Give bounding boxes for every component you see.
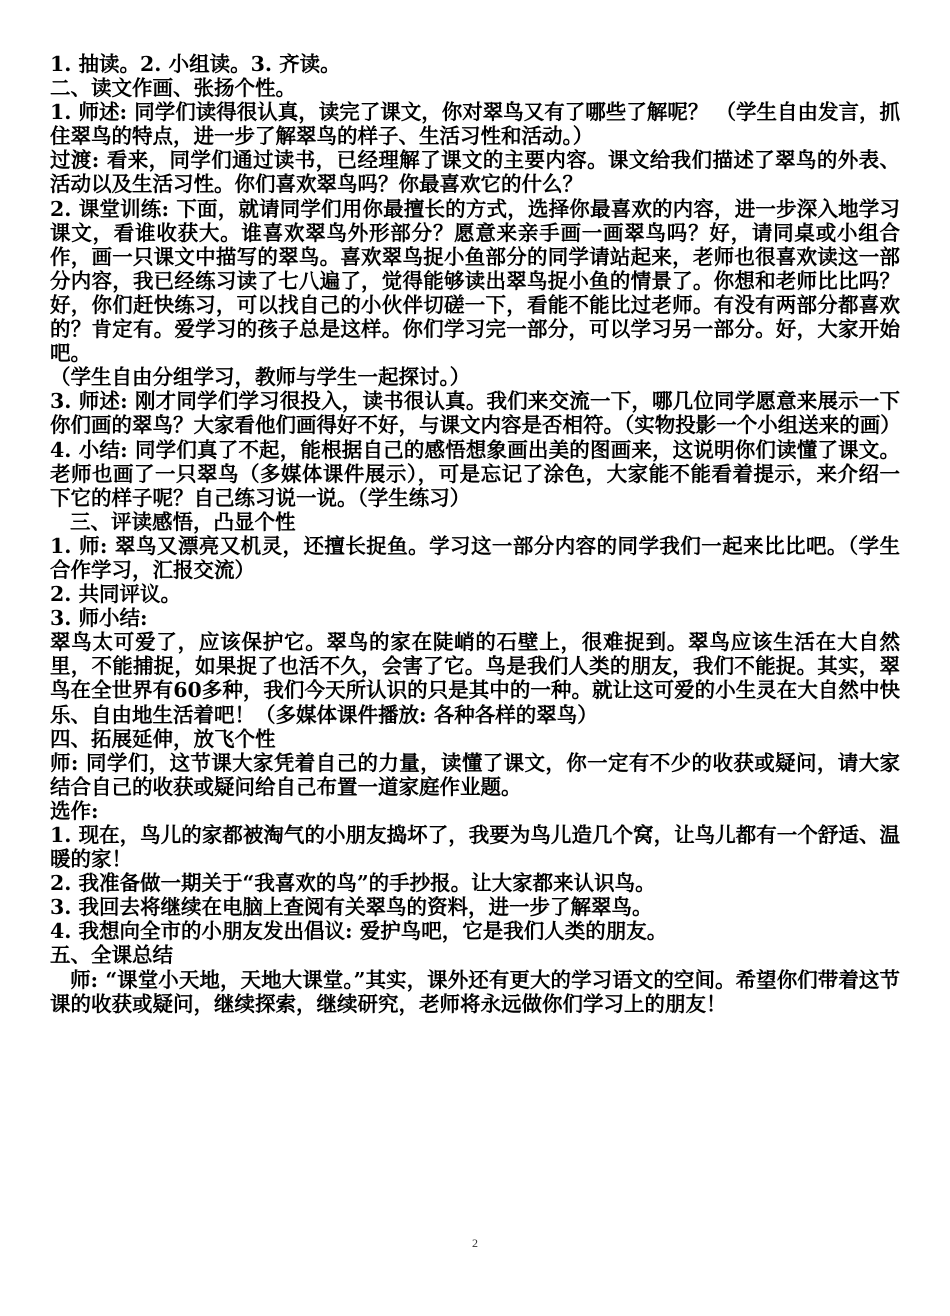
section-heading-4: 四、拓展延伸，放飞个性 — [50, 726, 276, 751]
paragraph-teacher-summary-label: 3. 师小结: — [50, 606, 148, 631]
paragraph-option-1: 1. 现在，鸟儿的家都被淘气的小朋友捣坏了，我要为鸟儿造几个窝，让鸟儿都有一个舒适、温暖的家！ — [50, 823, 900, 872]
paragraph-optional-label: 选作: — [50, 798, 99, 823]
paragraph-teacher-statement-1: 1. 师述: 同学们读得很认真，读完了课文，你对翠鸟又有了哪些了解呢？ （学生自由发言，抓住翠鸟的特点，进一步了解翠鸟的样子、生活习性和活动。） — [50, 100, 900, 149]
paragraph-reading-methods: 1. 抽读。2. 小组读。3. 齐读。 — [50, 52, 341, 76]
paragraph-classroom-training: 2. 课堂训练: 下面，就请同学们用你最擅长的方式，选择你最喜欢的内容，进一步深入地学习课文，看谁收获大。谁喜欢翠鸟外形部分？愿意来亲手画一画翠鸟吗？好，请同桌或小组合作，画一只课文中描写的翠鸟。喜欢翠鸟捉小鱼部分的同学请站起来，老师也很喜欢读这一部分内容，我已经练习读了七八遍了，觉得能够读出翠鸟捉小鱼的情景了。你想和老师比比吗？好，你们赶快练习，可以找自己的小伙伴切磋一下，看能不能比过老师。有没有两部分都喜欢的？肯定有。爱学习的孩子总是这样。你们学习完一部分，可以学习另一部分。好，大家开始吧。 — [50, 196, 900, 366]
paragraph-homework-intro: 师: 同学们，这节课大家凭着自己的力量，读懂了课文，你一定有不少的收获或疑问，请大家结合自己的收获或疑问给自己布置一道家庭作业题。 — [50, 750, 900, 799]
section-heading-5: 五、全课总结 — [50, 943, 173, 968]
paragraph-joint-review: 2. 共同评议。 — [50, 582, 182, 607]
paragraph-summary-4: 4. 小结: 同学们真了不起，能根据自己的感悟想象画出美的图画来，这说明你们读懂了课文。老师也画了一只翠鸟（多媒体课件展示），可是忘记了涂色，大家能不能看着提示，来介绍一下它的样子呢？自己练习说一说。（学生练习） — [50, 437, 900, 510]
paragraph-teacher-statement-3: 3. 师述: 刚才同学们学习很投入，读书很认真。我们来交流一下，哪几位同学愿意来展示一下你们画的翠鸟？大家看他们画得好不好，与课文内容是否相符。（实物投影一个小组送来的画） — [50, 389, 901, 438]
paragraph-teacher-summary: 翠鸟太可爱了，应该保护它。翠鸟的家在陡峭的石壁上，很难捉到。翠鸟应该生活在大自然里，不能捕捉，如果捉了也活不久，会害了它。鸟是我们人类的朋友，我们不能捉。其实，翠鸟在全世界有60多种，我们今天所认识的只是其中的一种。就让这可爱的小生灵在大自然中快乐、自由地生活着吧！（多媒体课件播放: 各种各样的翠鸟） — [50, 630, 900, 727]
document-page — [50, 52, 900, 1016]
paragraph-option-3: 3. 我回去将继续在电脑上查阅有关翠鸟的资料，进一步了解翠鸟。 — [50, 895, 653, 920]
section-heading-3: 三、评读感悟，凸显个性 — [70, 509, 296, 534]
paragraph-teacher-1: 1. 师: 翠鸟又漂亮又机灵，还擅长捉鱼。学习这一部分内容的同学我们一起来比比吧。（学生合作学习，汇报交流） — [50, 533, 900, 582]
paragraph-transition: 过渡: 看来，同学们通过读书，已经理解了课文的主要内容。课文给我们描述了翠鸟的外表、活动以及生活习性。你们喜欢翠鸟吗？你最喜欢它的什么？ — [50, 148, 900, 197]
paragraph-group-study-note: （学生自由分组学习，教师与学生一起探讨。） — [50, 365, 471, 390]
paragraph-option-2: 2. 我准备做一期关于“我喜欢的鸟”的手抄报。让大家都来认识鸟。 — [50, 871, 656, 896]
page-number: 2 — [472, 1236, 478, 1250]
paragraph-option-4: 4. 我想向全市的小朋友发出倡议: 爱护鸟吧，它是我们人类的朋友。 — [50, 919, 668, 944]
section-heading-2: 二、读文作画、张扬个性。 — [50, 76, 296, 101]
paragraph-closing: 师: “课堂小天地，天地大课堂。”其实，课外还有更大的学习语文的空间。希望你们带着这节课的收获或疑问，继续探索，继续研究，老师将永远做你们学习上的朋友！ — [50, 967, 900, 1016]
